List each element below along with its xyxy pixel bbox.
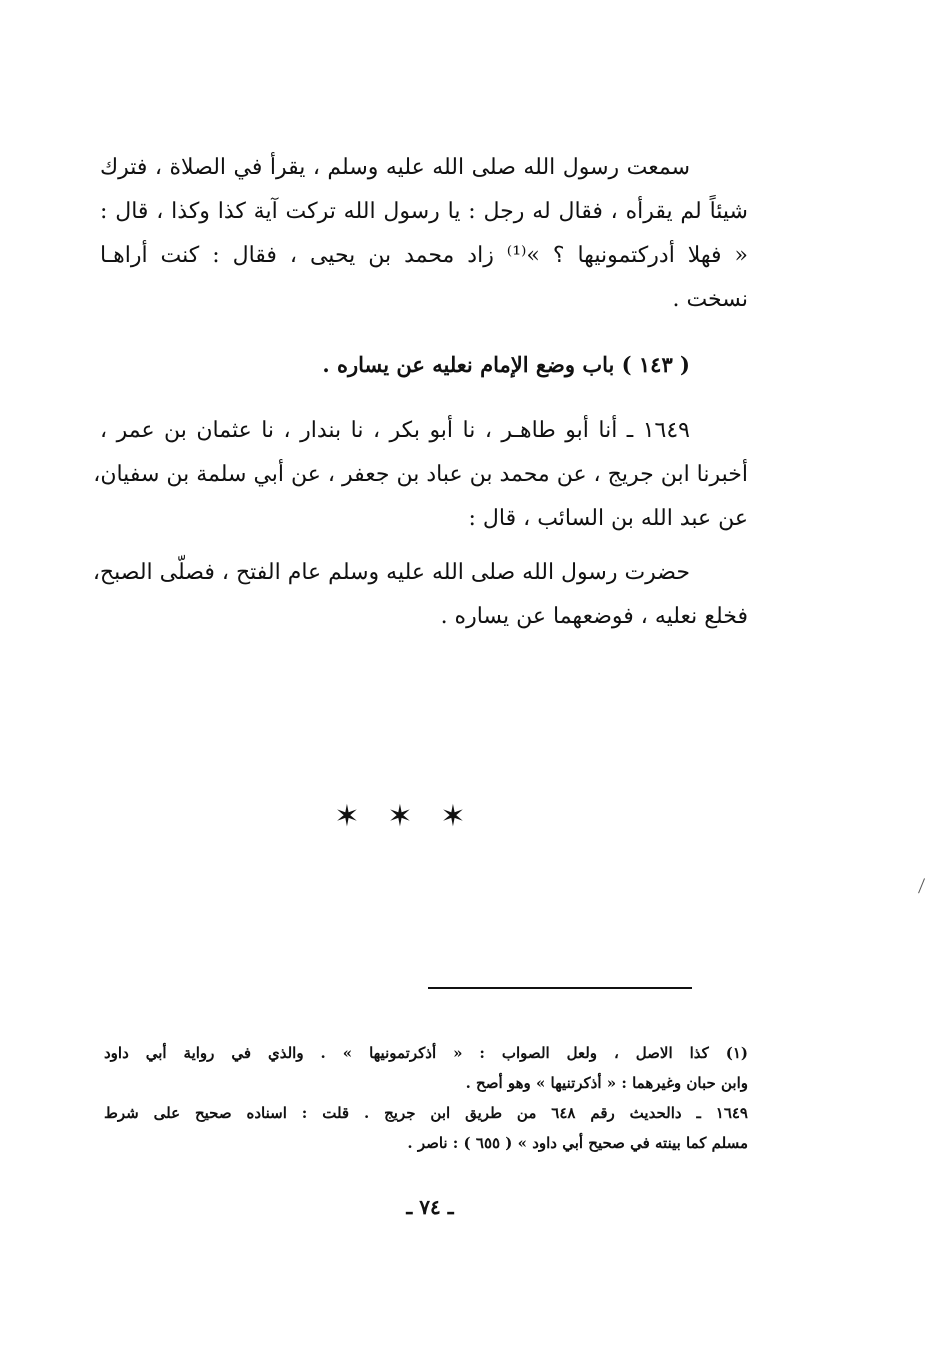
- page-number: ـ ٧٤ ـ: [406, 1195, 454, 1219]
- text-line: فخلع نعليه ، فوضعهما عن يساره .: [440, 604, 748, 629]
- text-line: أخبرنا ابن جريج ، عن محمد بن عباد بن جعفر ، عن أبي سلمة بن سفيان،: [93, 462, 748, 487]
- text-line: عن عبد الله بن السائب ، قال :: [468, 506, 748, 531]
- text-line: شيئاً لم يقرأه ، فقال له رجل : يا رسول الله تركت آية كذا وكذا ، قال :: [100, 199, 748, 224]
- star-icon: ✶: [334, 799, 360, 834]
- text-line: حضرت رسول الله صلى الله عليه وسلم عام الفتح ، فصلّى الصبح،: [92, 560, 690, 585]
- footnotes: [104, 1038, 748, 1158]
- text-line: « فهلا أدركتمونيها ؟ »⁽¹⁾ زاد محمد بن يحيى ، فقال : كنت أراهـا: [100, 243, 748, 268]
- paragraph-hadith-text-2: [92, 551, 748, 639]
- text-line: نسخت .: [672, 287, 748, 312]
- footnote-divider: [428, 987, 692, 989]
- section-separator: [330, 800, 470, 840]
- text-line: سمعت رسول الله صلى الله عليه وسلم ، يقرأ في الصلاة ، فترك: [100, 155, 690, 180]
- scan-mark: [918, 878, 926, 894]
- chapter-heading: ( ١٤٣ ) باب وضع الإمام نعليه عن يساره .: [322, 352, 690, 377]
- footnote-line: مسلم كما بينته في صحيح أبي داود » ( ٦٥٥ ) : ناصر .: [407, 1134, 748, 1152]
- star-icon: ✶: [440, 799, 466, 834]
- footnote-line: (١) كذا الاصل ، ولعل الصواب : « أذكرتمونيها » . والذي في رواية أبي داود: [104, 1044, 748, 1062]
- star-icon: ✶: [387, 799, 413, 834]
- paragraph-isnad: [93, 409, 748, 541]
- paragraph-hadith-text-1: [100, 146, 748, 322]
- footnote-line: وابن حبان وغيرهما : « أذكرتنيها » وهو أصح .: [465, 1074, 748, 1092]
- text-line: ١٦٤٩ ـ أنا أبو طاهـر ، نا أبو بكر ، نا بندار ، نا عثمان بن عمر ،: [100, 418, 690, 443]
- footnote-line: ١٦٤٩ ـ دالحديث رقم ٦٤٨ من طريق ابن جريج . قلت : اسناده صحيح على شرط: [104, 1104, 748, 1122]
